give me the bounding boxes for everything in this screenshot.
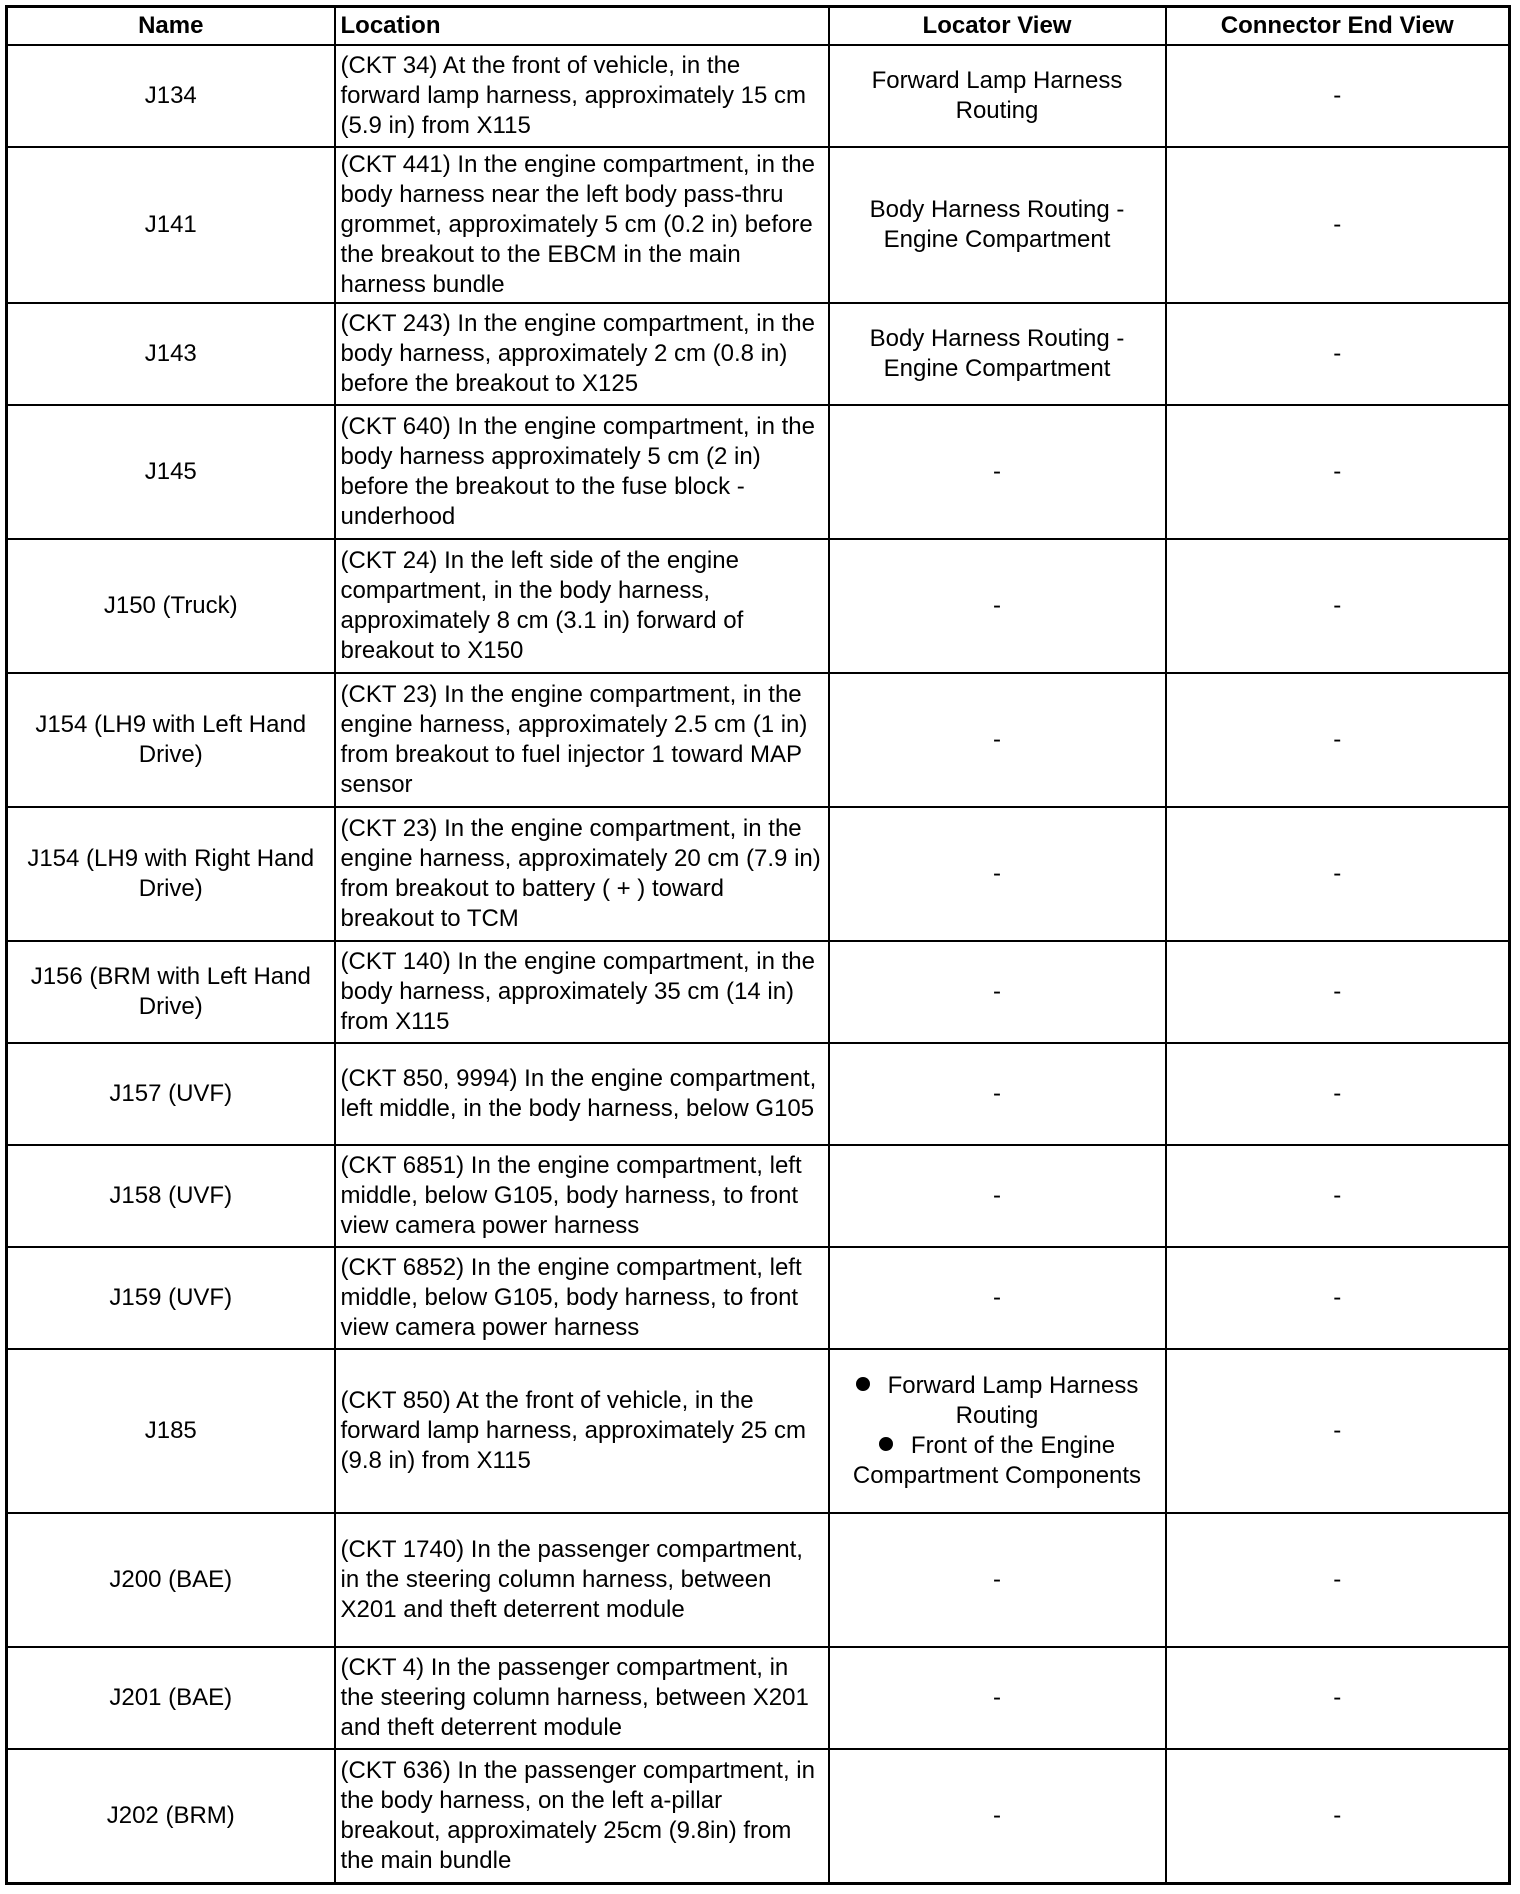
connector-end-view: - [1166,1349,1510,1513]
locator-view-text: - [993,1284,1001,1311]
splice-name: J159 (UVF) [7,1247,335,1349]
table-row [7,1349,1510,1513]
locator-view [829,1145,1166,1247]
connector-end-view: - [1166,405,1510,539]
splice-name: J150 (Truck) [7,539,335,673]
splice-name: J154 (LH9 with Right Hand Drive) [7,807,335,941]
table-row [7,539,1510,673]
splice-name: J143 [7,303,335,405]
locator-view-item-text: Forward Lamp Harness Routing [887,1372,1139,1429]
locator-view-text: - [993,978,1001,1005]
splice-name: J154 (LH9 with Left Hand Drive) [7,673,335,807]
splice-name: J141 [7,147,335,303]
locator-view-item-text: Front of the Engine Compartment Components [852,1432,1142,1489]
splice-name: J156 (BRM with Left Hand Drive) [7,941,335,1043]
locator-view-text: Body Harness Routing - Engine Compartment [869,196,1125,253]
table-row [7,807,1510,941]
locator-view-item [835,1371,1160,1431]
connector-end-view: - [1166,1145,1510,1247]
splice-location: (CKT 1740) In the passenger compartment, in the steering column harness, between X201 and theft deterrent module [335,1513,829,1647]
locator-view-text: - [993,726,1001,753]
splice-location: (CKT 6851) In the engine compartment, left middle, below G105, body harness, to front view camera power harness [335,1145,829,1247]
locator-view-text: - [993,1080,1001,1107]
bullet-icon [856,1377,870,1391]
splice-location: (CKT 636) In the passenger compartment, in the body harness, on the left a-pillar breakout, approximately 25cm (9.8in) from the main bundle [335,1749,829,1883]
table-row [7,1513,1510,1647]
connector-end-view: - [1166,1513,1510,1647]
header-connector-end-view: Connector End View [1166,7,1510,46]
splice-name: J158 (UVF) [7,1145,335,1247]
locator-view [829,1247,1166,1349]
splice-location: (CKT 140) In the engine compartment, in the body harness, approximately 35 cm (14 in) from X115 [335,941,829,1043]
splice-location: (CKT 243) In the engine compartment, in the body harness, approximately 2 cm (0.8 in) before the breakout to X125 [335,303,829,405]
splice-name: J202 (BRM) [7,1749,335,1883]
table-row [7,1247,1510,1349]
locator-view [829,807,1166,941]
splice-location: (CKT 4) In the passenger compartment, in the steering column harness, between X201 and theft deterrent module [335,1647,829,1749]
connector-end-view: - [1166,1247,1510,1349]
splice-location: (CKT 34) At the front of vehicle, in the forward lamp harness, approximately 15 cm (5.9 in) from X115 [335,45,829,147]
connector-end-view: - [1166,1647,1510,1749]
table-row [7,1145,1510,1247]
header-row [7,7,1510,46]
splice-location: (CKT 23) In the engine compartment, in the engine harness, approximately 2.5 cm (1 in) from breakout to fuel injector 1 toward MAP sensor [335,673,829,807]
header-locator-view: Locator View [829,7,1166,46]
bullet-icon [879,1437,893,1451]
locator-view-text: - [993,860,1001,887]
splice-name: J134 [7,45,335,147]
splice-location: (CKT 850, 9994) In the engine compartment, left middle, in the body harness, below G105 [335,1043,829,1145]
locator-view [829,303,1166,405]
splice-name: J201 (BAE) [7,1647,335,1749]
locator-view [829,45,1166,147]
header-name: Name [7,7,335,46]
table-row [7,405,1510,539]
locator-view-text: Forward Lamp Harness Routing [871,67,1123,124]
splice-location: (CKT 850) At the front of vehicle, in the forward lamp harness, approximately 25 cm (9.8 in) from X115 [335,1349,829,1513]
locator-view [829,539,1166,673]
connector-end-view: - [1166,147,1510,303]
locator-view-text: - [993,1801,1001,1829]
connector-end-view: - [1166,1043,1510,1145]
connector-end-view: - [1166,807,1510,941]
locator-view-text: Body Harness Routing - Engine Compartment [869,325,1125,382]
locator-view [829,673,1166,807]
table-row [7,147,1510,303]
table-row [7,45,1510,147]
splice-location-table [5,5,1511,1885]
connector-end-view: - [1166,539,1510,673]
header-location: Location [335,7,829,46]
locator-view-text: - [993,1566,1001,1593]
splice-name: J185 [7,1349,335,1513]
splice-location: (CKT 23) In the engine compartment, in the engine harness, approximately 20 cm (7.9 in) from breakout to battery ( + ) toward breakout to TCM [335,807,829,941]
locator-view-text: - [993,592,1001,619]
splice-location: (CKT 24) In the left side of the engine compartment, in the body harness, approximately 8 cm (3.1 in) forward of breakout to X150 [335,539,829,673]
connector-end-view: - [1166,941,1510,1043]
connector-end-view: - [1166,673,1510,807]
splice-location: (CKT 6852) In the engine compartment, left middle, below G105, body harness, to front view camera power harness [335,1247,829,1349]
connector-end-view: - [1166,45,1510,147]
table-row [7,1043,1510,1145]
locator-view [829,405,1166,539]
splice-location: (CKT 441) In the engine compartment, in the body harness near the left body pass-thru grommet, approximately 5 cm (0.2 in) before the breakout to the EBCM in the main harness bundle [335,147,829,303]
splice-name: J145 [7,405,335,539]
locator-view-item [835,1431,1160,1491]
locator-view-list [835,1371,1160,1491]
splice-name: J157 (UVF) [7,1043,335,1145]
locator-view-text: - [993,1684,1001,1711]
locator-view-text: - [993,1182,1001,1209]
splice-name: J200 (BAE) [7,1513,335,1647]
table-row [7,1749,1510,1883]
locator-view-text: - [993,458,1001,485]
locator-view [829,1513,1166,1647]
locator-view [829,1043,1166,1145]
locator-view [829,1647,1166,1749]
table-row [7,941,1510,1043]
connector-end-view: - [1166,303,1510,405]
locator-view [829,1749,1166,1883]
table-row [7,673,1510,807]
locator-view [829,147,1166,303]
splice-location: (CKT 640) In the engine compartment, in the body harness approximately 5 cm (2 in) before the breakout to the fuse block - underhood [335,405,829,539]
table-row [7,303,1510,405]
connector-end-view: - [1166,1749,1510,1883]
locator-view [829,941,1166,1043]
locator-view [829,1349,1166,1513]
table-row [7,1647,1510,1749]
